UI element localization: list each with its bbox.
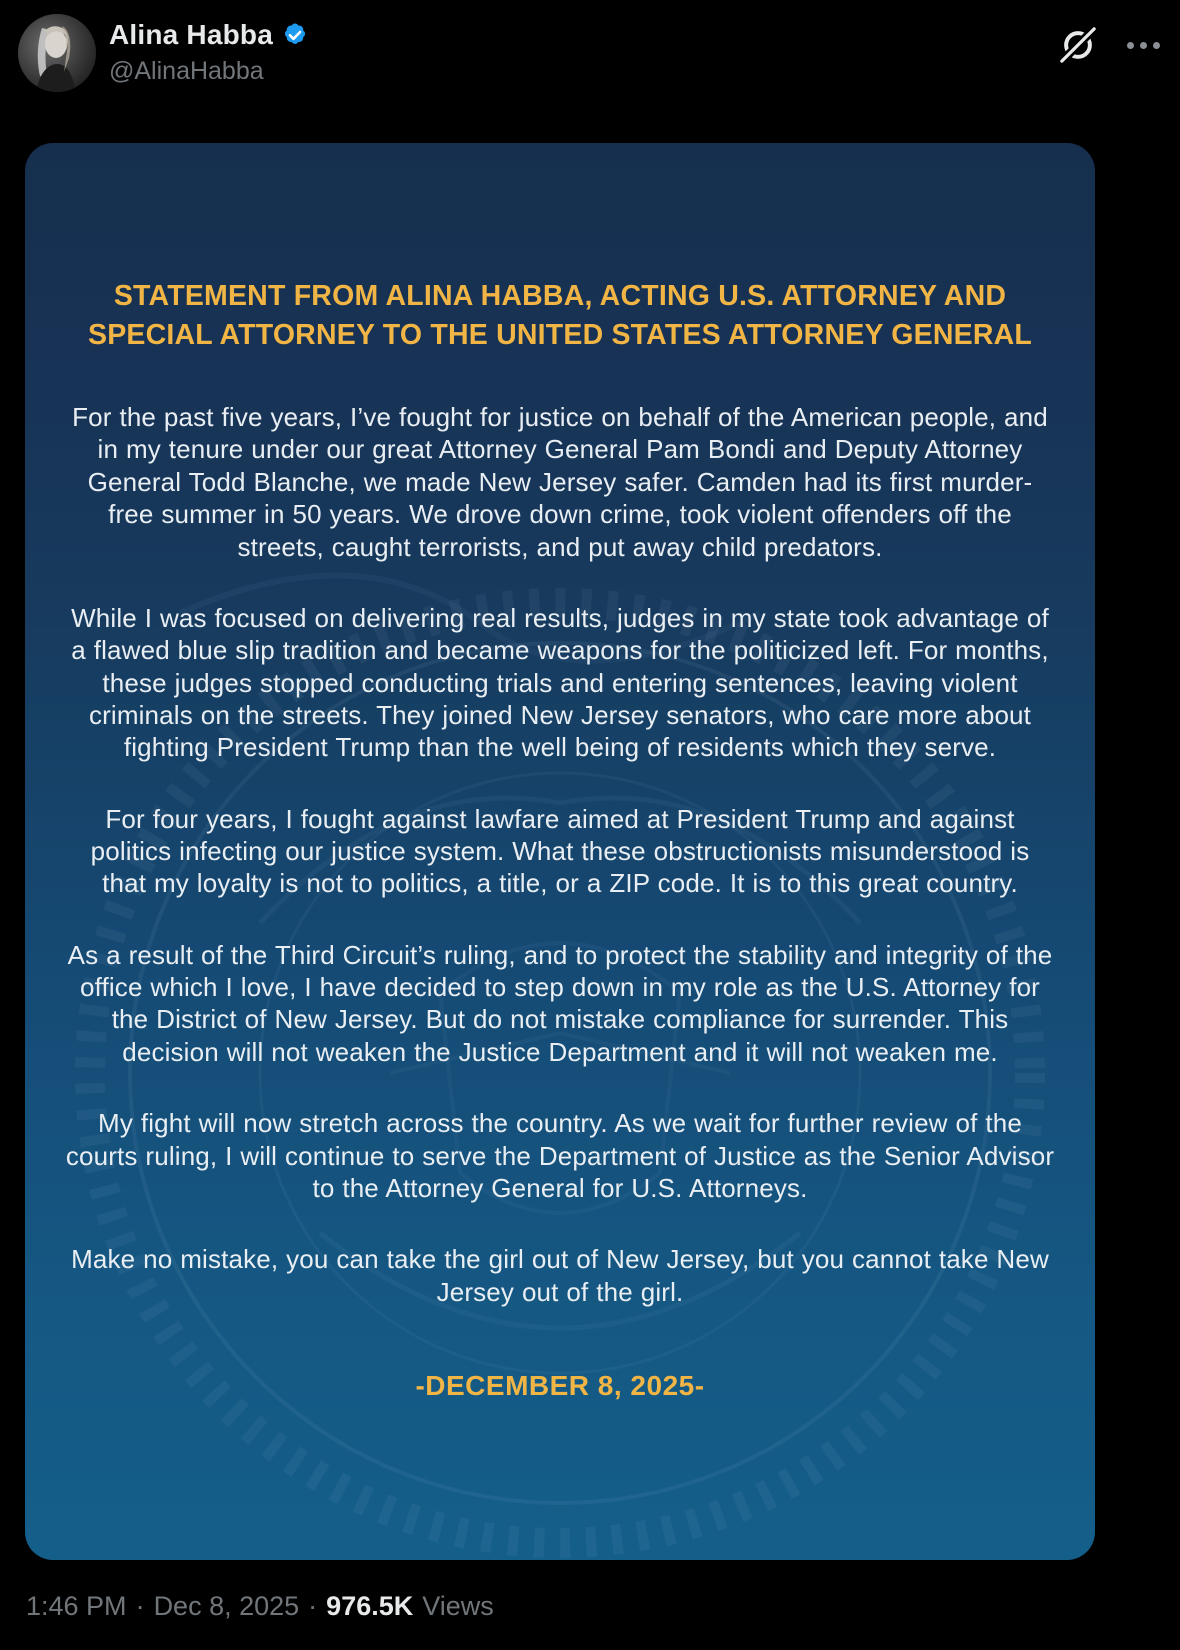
statement-paragraph-4: As a result of the Third Circuit’s ruling, and to protect the stability and integrity of the office which I love, I have decided to step down in my role as the U.S. Attorney for the District of New Jersey. But do not mistake compliance for surrender. This decision will not weaken the Justice Department and it will not weaken me. bbox=[67, 939, 1053, 1067]
statement-title bbox=[65, 277, 1055, 355]
more-options-icon[interactable] bbox=[1127, 36, 1160, 55]
statement-paragraph-6: Make no mistake, you can take the girl out of New Jersey, but you cannot take New Jersey out of the girl. bbox=[71, 1244, 1049, 1307]
display-name[interactable]: Alina Habba bbox=[109, 19, 274, 50]
meta-separator: · bbox=[308, 1591, 318, 1621]
statement-content bbox=[25, 143, 1095, 1402]
tweet-image-statement[interactable] bbox=[25, 143, 1095, 1560]
views-label: Views bbox=[422, 1591, 494, 1621]
statement-paragraph-2: While I was focused on delivering real results, judges in my state took advantage of a flawed blue slip tradition and became weapons for the politicized left. For months, these judges stopped conducting trials and entering sentences, leaving violent criminals on the streets. They joined New Jersey senators, who care more about fighting President Trump than the well being of residents which they serve. bbox=[71, 602, 1049, 763]
tweet-date: Dec 8, 2025 bbox=[153, 1591, 300, 1621]
meta-separator: · bbox=[135, 1591, 145, 1621]
user-identity bbox=[109, 14, 309, 86]
views-count[interactable]: 976.5K bbox=[326, 1591, 414, 1621]
verified-badge-icon bbox=[281, 21, 309, 49]
statement-paragraph-1: For the past five years, I’ve fought for justice on behalf of the American people, and in my tenure under our great Attorney General Pam Bondi and Deputy Attorney General Todd Blanche, we made New Jersey safer. Camden had its first murder-free summer in 50 years. We drove down crime, took violent offenders off the streets, caught terrorists, and put away child predators. bbox=[72, 402, 1048, 562]
statement-paragraph-3: For four years, I fought against lawfare aimed at President Trump and against politics infecting our justice system. What these obstructionists misunderstood is that my loyalty is not to politics, a title, or a ZIP code. It is to this great country. bbox=[90, 803, 1030, 899]
statement-paragraph-5: My fight will now stretch across the country. As we wait for further review of the courts ruling, I will continue to serve the Department of Justice as the Senior Advisor to the Attorney General for U.S. Attorneys. bbox=[65, 1108, 1055, 1203]
statement-date: -DECEMBER 8, 2025- bbox=[415, 1369, 705, 1401]
statement-title-line1: STATEMENT FROM ALINA HABBA, ACTING U.S. ATTORNEY AND bbox=[113, 280, 1007, 312]
header-actions bbox=[1059, 14, 1160, 64]
avatar[interactable] bbox=[18, 14, 96, 92]
grok-icon[interactable] bbox=[1059, 26, 1097, 64]
avatar-image bbox=[18, 14, 96, 92]
user-handle[interactable]: @AlinaHabba bbox=[109, 57, 264, 85]
tweet-meta bbox=[26, 1591, 494, 1622]
statement-title-line2: SPECIAL ATTORNEY TO THE UNITED STATES ATTORNEY GENERAL bbox=[87, 319, 1032, 352]
tweet-time: 1:46 PM bbox=[26, 1591, 127, 1621]
tweet-header bbox=[18, 14, 1160, 92]
